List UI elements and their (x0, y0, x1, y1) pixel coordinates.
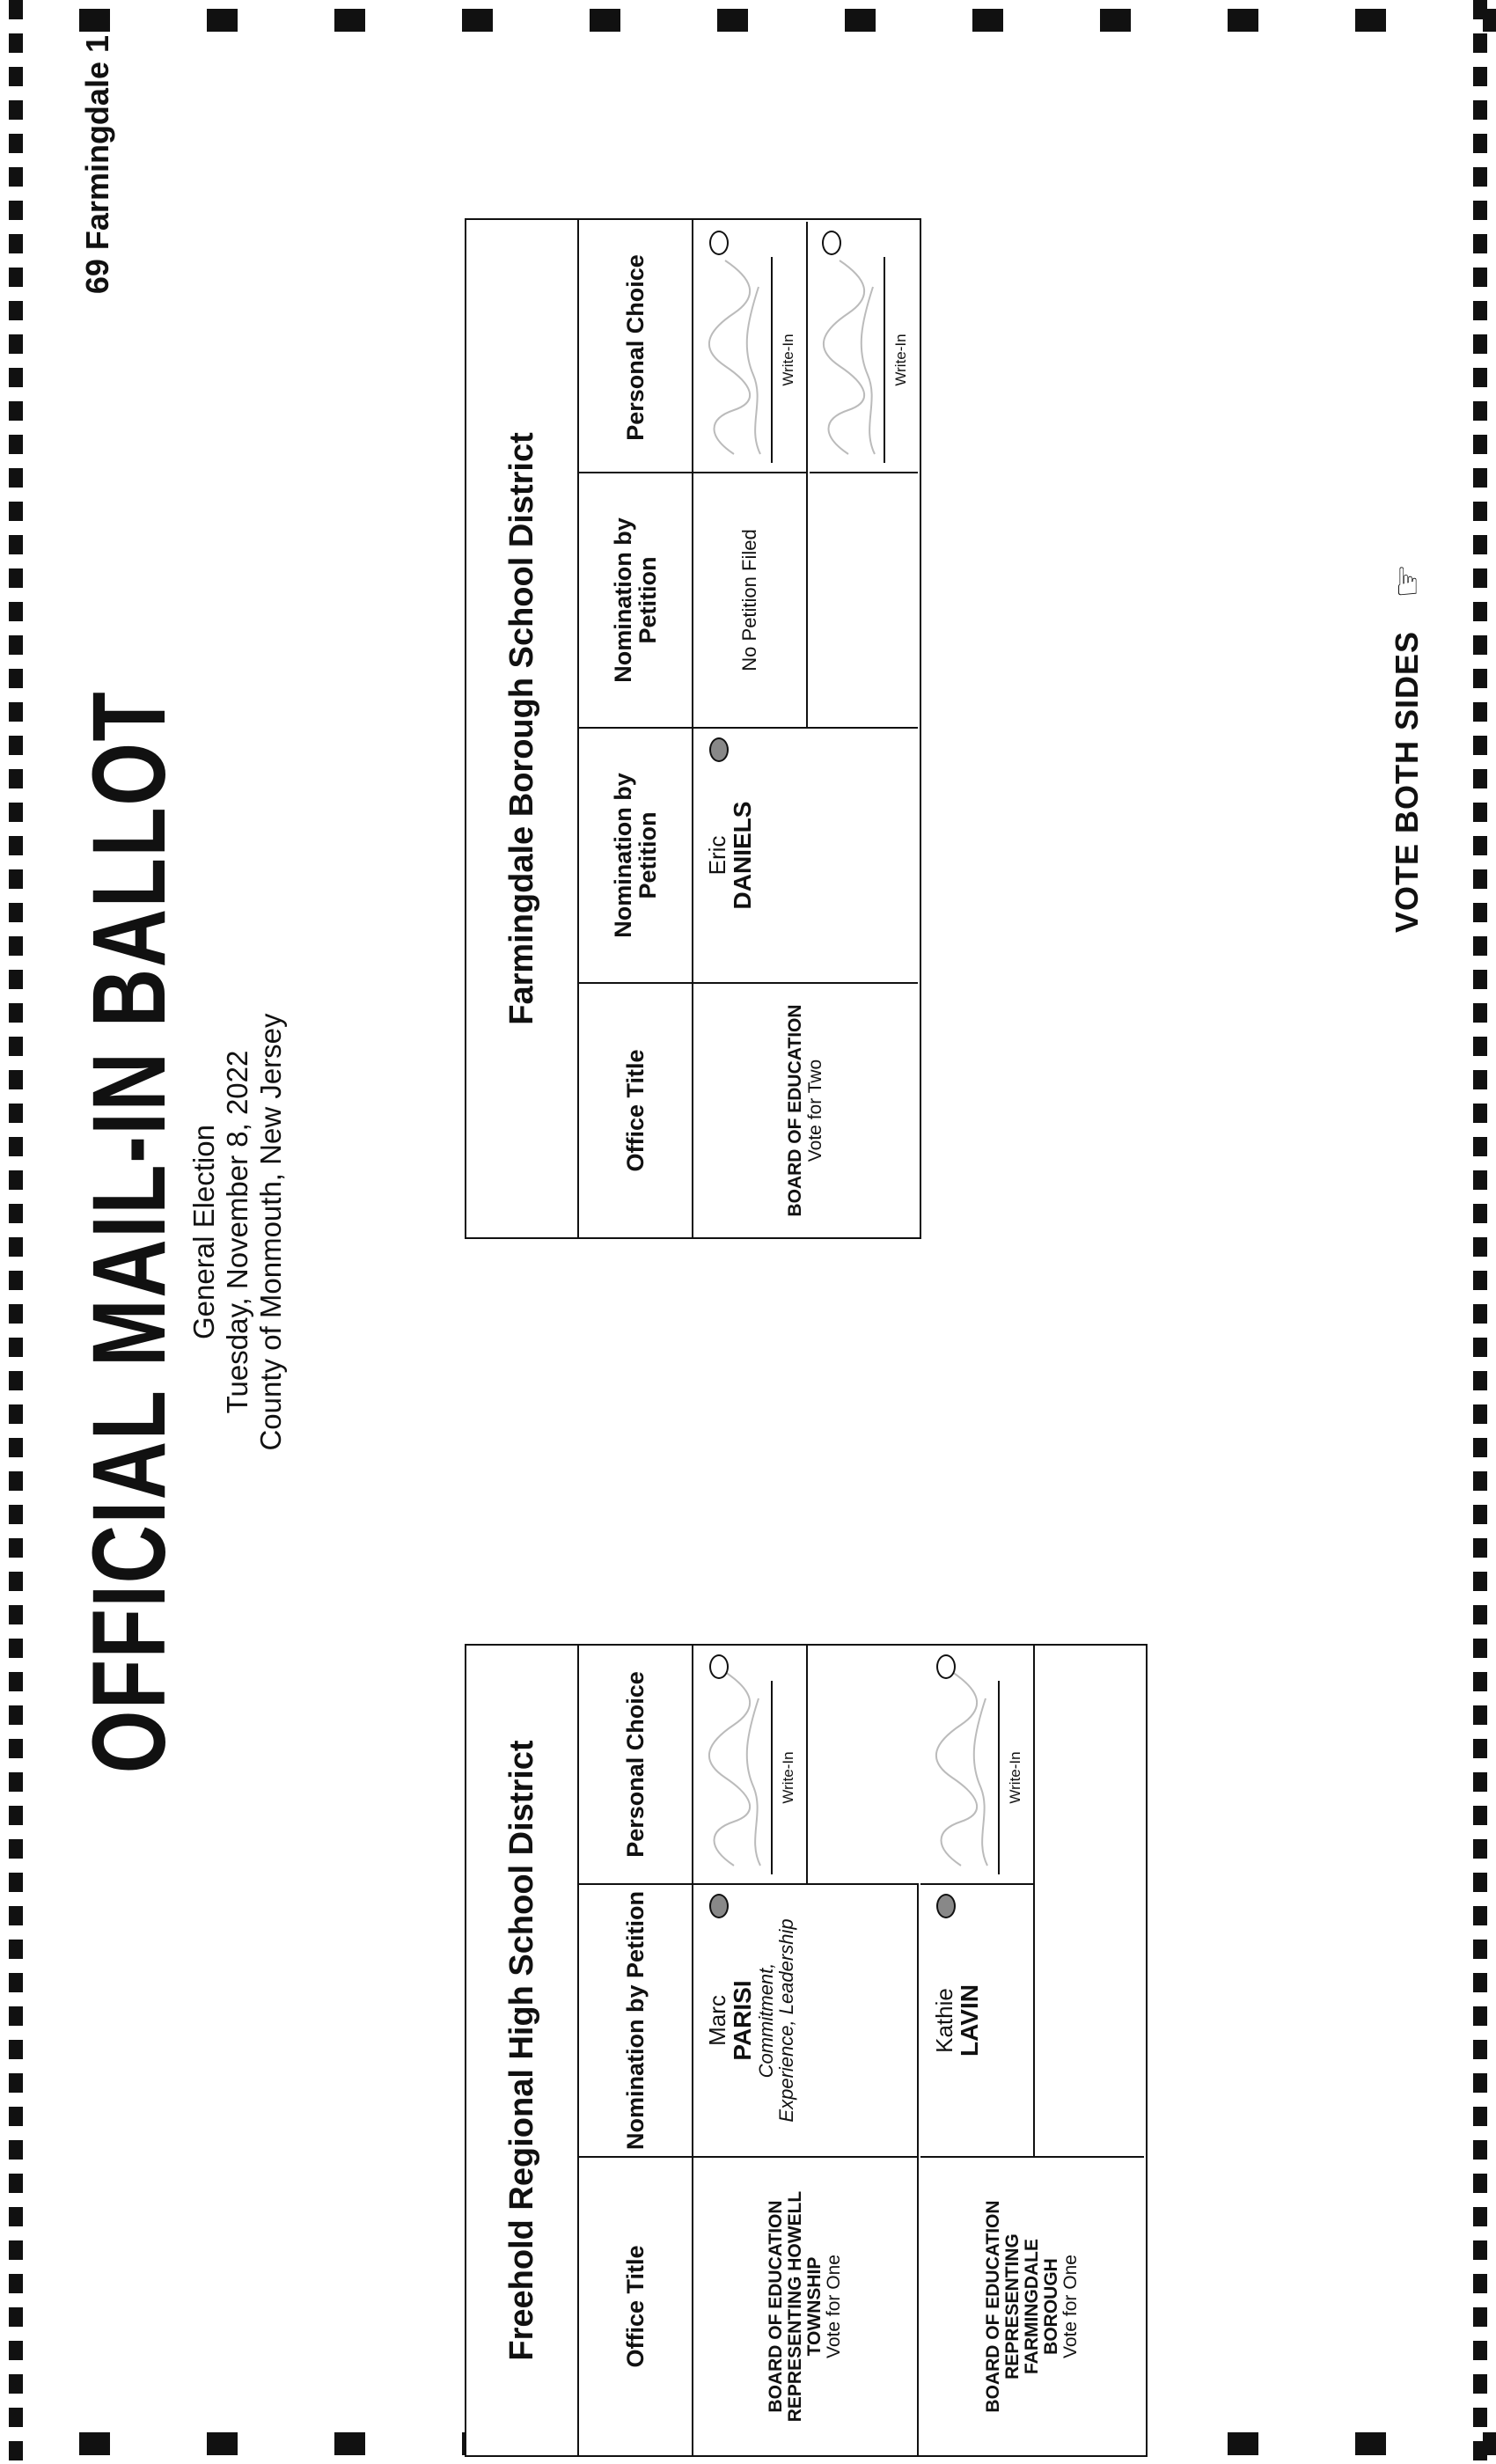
writein-handwriting (926, 1663, 1005, 1874)
freehold-row1-writein (693, 1646, 808, 1883)
writein-label: Write-In (892, 334, 909, 386)
vote-both-sides-label: VOTE BOTH SIDES (1389, 630, 1425, 933)
farmingdale-caption: Farmingdale Borough School District (466, 220, 579, 1237)
writein-line (884, 257, 885, 463)
writein-line (771, 1681, 773, 1874)
writein-label: Write-In (1007, 1751, 1023, 1804)
farmingdale-no-petition: No Petition Filed (693, 472, 808, 727)
freehold-row2-writein (920, 1646, 1035, 1883)
freehold-row2-office: BOARD OF EDUCATION REPRESENTING FARMINGDALE BOROUGH Vote for One (920, 2156, 1144, 2455)
farmingdale-empty-cell (810, 472, 918, 727)
farmingdale-col-office: Office Title (579, 982, 692, 1237)
farmingdale-writein-2-oval[interactable] (822, 231, 841, 255)
writein-label: Write-In (780, 334, 796, 386)
election-name: General Election (187, 1125, 220, 1339)
freehold-caption: Freehold Regional High School District (466, 1646, 579, 2455)
lavin-vote-oval[interactable] (936, 1894, 956, 1918)
county-name: County of Monmouth, New Jersey (254, 1013, 287, 1451)
freehold-col-personal: Personal Choice (621, 1671, 649, 1858)
farmingdale-writein-1-oval[interactable] (709, 231, 729, 255)
farmingdale-col-petition-1: Nomination by Petition (579, 727, 692, 982)
writein-label: Write-In (780, 1751, 796, 1804)
freehold-col-office: Office Title (579, 2156, 692, 2455)
writein-line (771, 257, 773, 463)
parisi-vote-oval[interactable] (709, 1894, 729, 1918)
daniels-vote-oval[interactable] (709, 737, 729, 762)
ballot-title: OFFICIAL MAIL-IN BALLOT (71, 690, 187, 1774)
farmingdale-office: BOARD OF EDUCATION Vote for Two (693, 982, 918, 1237)
freehold-row2-writein-oval[interactable] (936, 1654, 956, 1679)
election-date: Tuesday, November 8, 2022 (221, 1050, 253, 1414)
farmingdale-contest-table (465, 218, 921, 1239)
writein-line (998, 1681, 1000, 1874)
freehold-candidate-parisi: Marc PARISI Commitment, Experience, Leadership (693, 1883, 919, 2156)
writein-handwriting (699, 1663, 778, 1874)
farmingdale-writein-2 (810, 222, 918, 472)
freehold-row1-writein-oval[interactable] (709, 1654, 729, 1679)
precinct-label: 69 Farmingdale 1 (79, 35, 115, 295)
freehold-header-row (579, 1646, 693, 2455)
freehold-row1-office: BOARD OF EDUCATION REPRESENTING HOWELL TOWNSHIP Vote for One (693, 2156, 919, 2455)
pointing-hand-icon: ☞ (1386, 563, 1429, 598)
freehold-candidate-lavin: Kathie LAVIN (920, 1883, 1035, 2156)
farmingdale-col-petition-2: Nomination by Petition (579, 472, 692, 727)
writein-handwriting (813, 252, 892, 463)
writein-handwriting (699, 252, 778, 463)
freehold-col-petition: Nomination by Petition (579, 1883, 692, 2156)
farmingdale-col-personal: Personal Choice (621, 254, 649, 441)
freehold-contest-table (465, 1644, 1148, 2457)
farmingdale-candidate-daniels: Eric DANIELS (693, 727, 918, 982)
farmingdale-header-row (579, 220, 693, 1237)
farmingdale-writein-1 (693, 222, 808, 472)
